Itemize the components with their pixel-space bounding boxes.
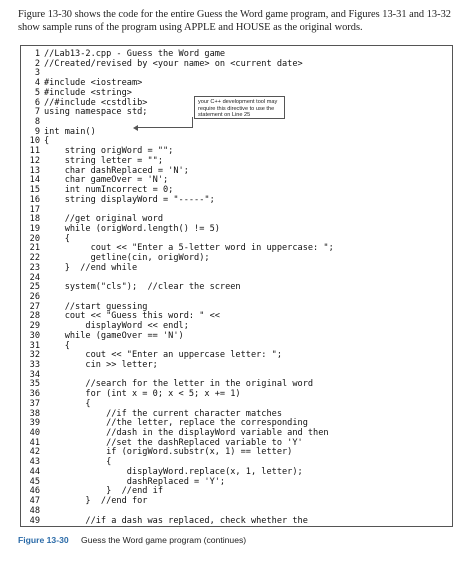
code-text: //Created/revised by <your name> on <current date> xyxy=(44,58,303,69)
code-text: //dash in the displayWord variable and then xyxy=(44,428,329,439)
code-text: //the letter, replace the corresponding xyxy=(44,418,308,429)
line-number: 3 xyxy=(34,68,40,79)
code-line xyxy=(23,60,334,70)
code-text: //search for the letter in the original word xyxy=(44,379,314,390)
line-number: 22 xyxy=(29,253,40,264)
code-text: //start guessing xyxy=(44,301,148,312)
line-number: 7 xyxy=(34,107,40,118)
line-number: 43 xyxy=(29,457,40,468)
code-text: cout << "Enter an uppercase letter: "; xyxy=(44,350,282,361)
line-number: 19 xyxy=(29,223,40,234)
code-line xyxy=(23,264,334,274)
line-number: 21 xyxy=(29,243,40,254)
line-number: 1 xyxy=(34,49,40,59)
code-text: //Lab13-2.cpp - Guess the Word game xyxy=(44,49,226,59)
line-number: 46 xyxy=(29,486,40,497)
line-number: 18 xyxy=(29,214,40,225)
line-number: 17 xyxy=(29,204,40,215)
line-number: 16 xyxy=(29,194,40,205)
code-text: int main() xyxy=(44,126,96,137)
code-line xyxy=(23,361,334,371)
code-line xyxy=(23,283,334,293)
code-text: string displayWord = "-----"; xyxy=(44,194,215,205)
figure-label: Figure 13-30 xyxy=(18,535,69,545)
line-number: 39 xyxy=(29,418,40,429)
line-number: 38 xyxy=(29,408,40,419)
line-number: 20 xyxy=(29,233,40,244)
line-number: 26 xyxy=(29,291,40,302)
code-line xyxy=(23,497,334,507)
code-text: { xyxy=(44,136,50,147)
code-text: displayWord.replace(x, 1, letter); xyxy=(44,466,303,477)
line-number: 24 xyxy=(29,272,40,283)
line-number: 6 xyxy=(34,97,40,108)
figure-caption-text: Guess the Word game program (continues) xyxy=(81,535,247,545)
code-text: { xyxy=(44,233,70,244)
line-number: 34 xyxy=(29,369,40,380)
callout-note: your C++ development tool may require this directive to use the statement on Line 25 xyxy=(194,96,285,119)
code-text: { xyxy=(44,457,112,468)
code-text: string origWord = ""; xyxy=(44,146,174,157)
code-text: //set the dashReplaced variable to 'Y' xyxy=(44,437,303,448)
code-text: getline(cin, origWord); xyxy=(44,253,210,264)
line-number: 45 xyxy=(29,476,40,487)
line-number: 35 xyxy=(29,379,40,390)
line-number: 41 xyxy=(29,437,40,448)
line-number: 4 xyxy=(34,78,40,89)
line-number: 28 xyxy=(29,311,40,322)
code-text: using namespace std; xyxy=(44,107,148,118)
callout-arrow-line xyxy=(137,127,193,128)
line-number: 9 xyxy=(34,126,40,137)
line-number: 12 xyxy=(29,155,40,166)
line-number: 30 xyxy=(29,330,40,341)
code-text: } //end if xyxy=(44,486,163,497)
code-text: for (int x = 0; x < 5; x += 1) xyxy=(44,389,241,400)
line-number: 15 xyxy=(29,185,40,196)
line-number: 25 xyxy=(29,282,40,293)
code-text: dashReplaced = 'Y'; xyxy=(44,476,226,487)
line-number: 13 xyxy=(29,165,40,176)
code-text: { xyxy=(44,398,91,409)
line-number: 31 xyxy=(29,340,40,351)
line-number: 27 xyxy=(29,301,40,312)
line-number: 29 xyxy=(29,321,40,332)
line-number: 47 xyxy=(29,496,40,507)
code-text: #include <iostream> xyxy=(44,78,143,89)
line-number: 42 xyxy=(29,447,40,458)
line-number: 8 xyxy=(34,117,40,128)
line-number: 33 xyxy=(29,360,40,370)
callout-arrow-head xyxy=(133,125,138,131)
code-text: cout << "Enter a 5-letter word in uppercase: "; xyxy=(44,243,334,254)
code-text: while (gameOver == 'N') xyxy=(44,330,184,341)
line-number: 14 xyxy=(29,175,40,186)
code-text: #include <string> xyxy=(44,87,132,98)
code-text: if (origWord.substr(x, 1) == letter) xyxy=(44,447,293,458)
code-text: cout << "Guess this word: " << xyxy=(44,311,220,322)
intro-paragraph: Figure 13-30 shows the code for the entire Guess the Word game program, and Figures 13-31 and 13-32 show sample runs of the program using APPLE and HOUSE as the original words. xyxy=(18,9,451,33)
code-line xyxy=(23,108,334,118)
code-text: } //end for xyxy=(44,496,148,507)
line-number: 49 xyxy=(29,515,40,526)
code-text: string letter = ""; xyxy=(44,155,163,166)
line-number: 5 xyxy=(34,87,40,98)
line-number: 48 xyxy=(29,505,40,516)
code-line xyxy=(23,128,334,138)
line-number: 10 xyxy=(29,136,40,147)
line-number: 36 xyxy=(29,389,40,400)
code-text: //if the current character matches xyxy=(44,408,282,419)
figure-caption xyxy=(18,535,246,545)
code-text: cin >> letter; xyxy=(44,360,158,370)
line-number: 11 xyxy=(29,146,40,157)
code-text: //if a dash was replaced, check whether the xyxy=(44,515,308,526)
code-text: char dashReplaced = 'N'; xyxy=(44,165,189,176)
line-number: 40 xyxy=(29,428,40,439)
line-number: 37 xyxy=(29,398,40,409)
code-text: //get original word xyxy=(44,214,163,225)
line-number: 32 xyxy=(29,350,40,361)
code-text: { xyxy=(44,340,70,351)
line-number: 44 xyxy=(29,466,40,477)
code-text: //#include <cstdlib> xyxy=(44,97,148,108)
line-number: 2 xyxy=(34,58,40,69)
code-text: system("cls"); //clear the screen xyxy=(44,282,241,293)
code-text: int numIncorrect = 0; xyxy=(44,185,174,196)
code-listing xyxy=(23,50,334,526)
code-text: while (origWord.length() != 5) xyxy=(44,223,220,234)
code-text: char gameOver = 'N'; xyxy=(44,175,169,186)
code-line xyxy=(23,196,334,206)
code-text: displayWord << endl; xyxy=(44,321,189,332)
code-text: } //end while xyxy=(44,262,138,273)
code-line xyxy=(23,517,334,527)
line-number: 23 xyxy=(29,262,40,273)
